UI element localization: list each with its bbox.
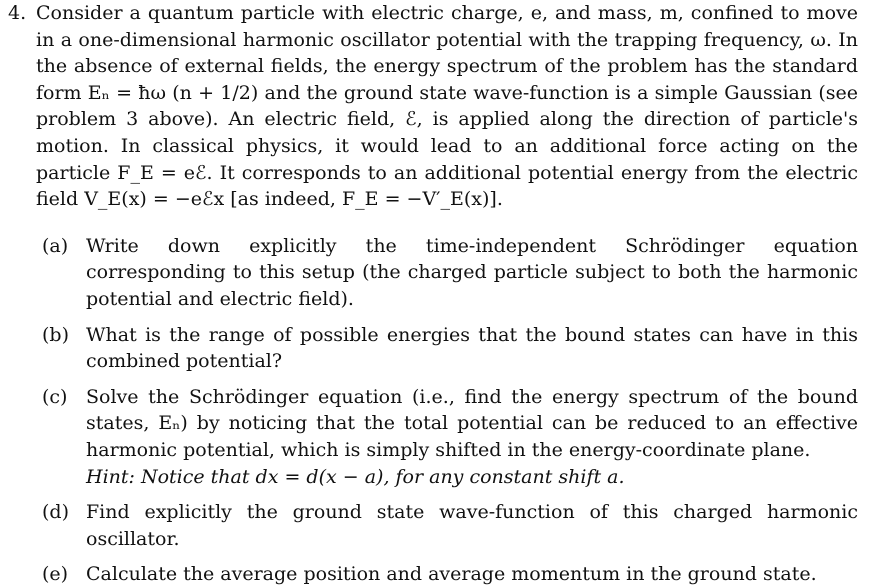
part-text bbox=[86, 322, 858, 375]
part-text bbox=[86, 384, 858, 490]
part-body: What is the range of possible energies that the bound states can have in this combined potential? bbox=[86, 323, 858, 373]
problem-parts bbox=[8, 233, 874, 588]
hint-text: Hint: Notice that dx = d(x − a), for any constant shift a. bbox=[86, 465, 625, 488]
part-label: (a) bbox=[42, 234, 69, 257]
part-body: Solve the Schrödinger equation (i.e., find the energy spectrum of the bound states, Eₙ) by noticing that the total potential can be reduced to an effective harmonic potential, which is simply shifted in the energy-coordinate plane. bbox=[86, 385, 858, 461]
part-text bbox=[86, 499, 858, 552]
part-body: Calculate the average position and average momentum in the ground state. bbox=[86, 563, 817, 586]
part-c bbox=[42, 384, 874, 490]
problem-4 bbox=[8, 0, 874, 213]
part-label: (c) bbox=[42, 385, 68, 408]
problem-number: 4. bbox=[8, 2, 27, 24]
part-body: Write down explicitly the time-independent Schrödinger equation corresponding to this setup (the charged particle subject to both the harmonic potential and electric field). bbox=[86, 234, 858, 310]
problem-statement: Consider a quantum particle with electric charge, e, and mass, m, confined to move in a one-dimensional harmonic oscillator potential with the trapping frequency, ω. In the absence of external fields, the energy spectrum of the problem has the standard form Eₙ = ħω (n + 1/2) and the ground state wave-function is a simple Gaussian (see problem 3 above). An electric field, ℰ, is applied along the direction of particle's motion. In classical physics, it would lead to an additional force acting on the particle F_E = eℰ. It corresponds to an additional potential energy from the electric field V_E(x) = −eℰx [as indeed, F_E = −V′_E(x)]. bbox=[36, 2, 858, 211]
part-b bbox=[42, 322, 874, 375]
part-text bbox=[86, 233, 858, 313]
part-label: (e) bbox=[42, 563, 69, 586]
part-label: (b) bbox=[42, 323, 69, 346]
part-d bbox=[42, 499, 874, 552]
part-text bbox=[86, 561, 858, 588]
part-a bbox=[42, 233, 874, 313]
part-e bbox=[42, 561, 874, 588]
part-body: Find explicitly the ground state wave-function of this charged harmonic oscillator. bbox=[86, 501, 858, 550]
part-label: (d) bbox=[42, 501, 69, 524]
